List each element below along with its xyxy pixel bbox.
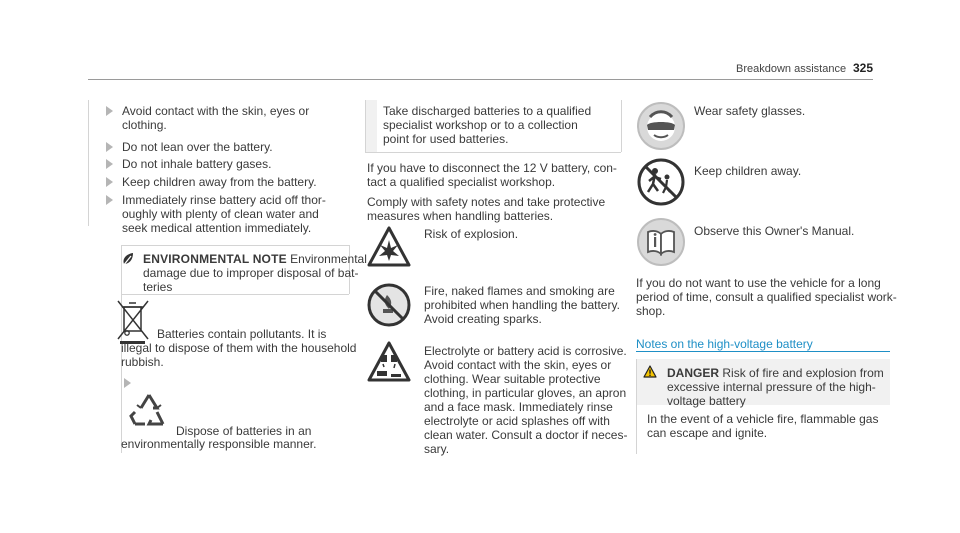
pollutants-text: Batteries contain pollutants. It is illegal to dispose of them with the household rubbish. bbox=[121, 327, 357, 369]
danger-bar bbox=[636, 359, 637, 454]
bullet-item: Keep children away from the battery. bbox=[106, 175, 317, 189]
note-box-bottom-rule bbox=[365, 152, 621, 153]
hv-battery-section-rule bbox=[636, 351, 890, 352]
env-note-top-rule bbox=[121, 245, 349, 246]
warning-triangle-icon bbox=[643, 365, 657, 381]
env-note-title: ENVIRONMENTAL NOTE bbox=[143, 252, 287, 266]
bullet-group-bar bbox=[88, 100, 89, 226]
arrow-icon bbox=[106, 195, 113, 205]
arrow-icon bbox=[106, 159, 113, 169]
header-rule bbox=[88, 79, 873, 80]
explosion-text: Risk of explosion. bbox=[424, 227, 519, 241]
bullet-item: Do not inhale battery gases. bbox=[106, 157, 271, 171]
hv-battery-section-title: Notes on the high-voltage battery bbox=[636, 337, 813, 351]
env-note-subtitle: damage due to improper disposal of bat- teries bbox=[143, 266, 359, 294]
env-note-divider bbox=[121, 294, 349, 295]
bullet-item: Do not lean over the battery. bbox=[106, 140, 273, 154]
dispose-text-line1: Dispose of batteries in an bbox=[176, 424, 312, 438]
glasses-text: Wear safety glasses. bbox=[694, 104, 806, 118]
arrow-icon bbox=[106, 177, 113, 187]
manual-text: Observe this Owner's Manual. bbox=[694, 224, 855, 238]
comply-text: Comply with safety notes and take protective measures when handling batteries. bbox=[367, 195, 606, 223]
note-box-bar bbox=[365, 100, 366, 152]
explosion-warning-icon bbox=[367, 226, 411, 271]
bullet-item: Avoid contact with the skin, eyes or clothing. bbox=[106, 104, 309, 132]
disconnect-text: If you have to disconnect the 12 V battery, con- tact a qualified specialist workshop. bbox=[367, 161, 617, 189]
bullet-item: Immediately rinse battery acid off thor- oughly with plenty of clean water and seek medical attention immediately. bbox=[106, 193, 326, 235]
safety-glasses-icon bbox=[636, 101, 686, 154]
owners-manual-icon bbox=[636, 217, 686, 270]
recycling-icon bbox=[127, 392, 171, 431]
running-header: Breakdown assistance bbox=[736, 63, 847, 75]
danger-subtitle: excessive internal pressure of the high- voltage battery bbox=[667, 380, 876, 408]
corrosive-warning-icon bbox=[367, 341, 411, 386]
environment-leaf-icon bbox=[120, 251, 136, 270]
note-box-right-rule bbox=[621, 100, 622, 152]
discharged-batteries-text: Take discharged batteries to a qualified specialist workshop or to a collection point for used batteries. bbox=[383, 104, 592, 146]
children-text: Keep children away. bbox=[694, 164, 802, 178]
note-box-accent bbox=[365, 100, 377, 152]
no-fire-icon bbox=[367, 283, 411, 330]
arrow-icon bbox=[106, 142, 113, 152]
keep-children-away-icon bbox=[636, 157, 686, 210]
danger-title: DANGER bbox=[667, 366, 720, 380]
danger-body: In the event of a vehicle fire, flammable gas can escape and ignite. bbox=[647, 412, 879, 440]
page-number: 325 bbox=[853, 61, 874, 75]
env-note-header: ENVIRONMENTAL NOTE Environmental bbox=[143, 252, 367, 266]
acid-text: Electrolyte or battery acid is corrosive. Avoid contact with the skin, eyes or clothing. Wear suitable protective clothing, in particular gloves, an apron and a face mask. Immediately rinse electrolyte or acid splashes off with clean water. Consult a doctor if neces- sary. bbox=[424, 344, 628, 456]
fire-text: Fire, naked flames and smoking are prohibited when handling the battery. Avoid creating sparks. bbox=[424, 284, 620, 326]
arrow-icon bbox=[106, 106, 113, 116]
arrow-icon bbox=[124, 376, 140, 388]
dispose-text-line2: environmentally responsible manner. bbox=[121, 437, 317, 451]
danger-header: DANGER Risk of fire and explosion from bbox=[667, 366, 884, 380]
long-period-text: If you do not want to use the vehicle for a long period of time, consult a qualified specialist work- shop. bbox=[636, 276, 897, 318]
